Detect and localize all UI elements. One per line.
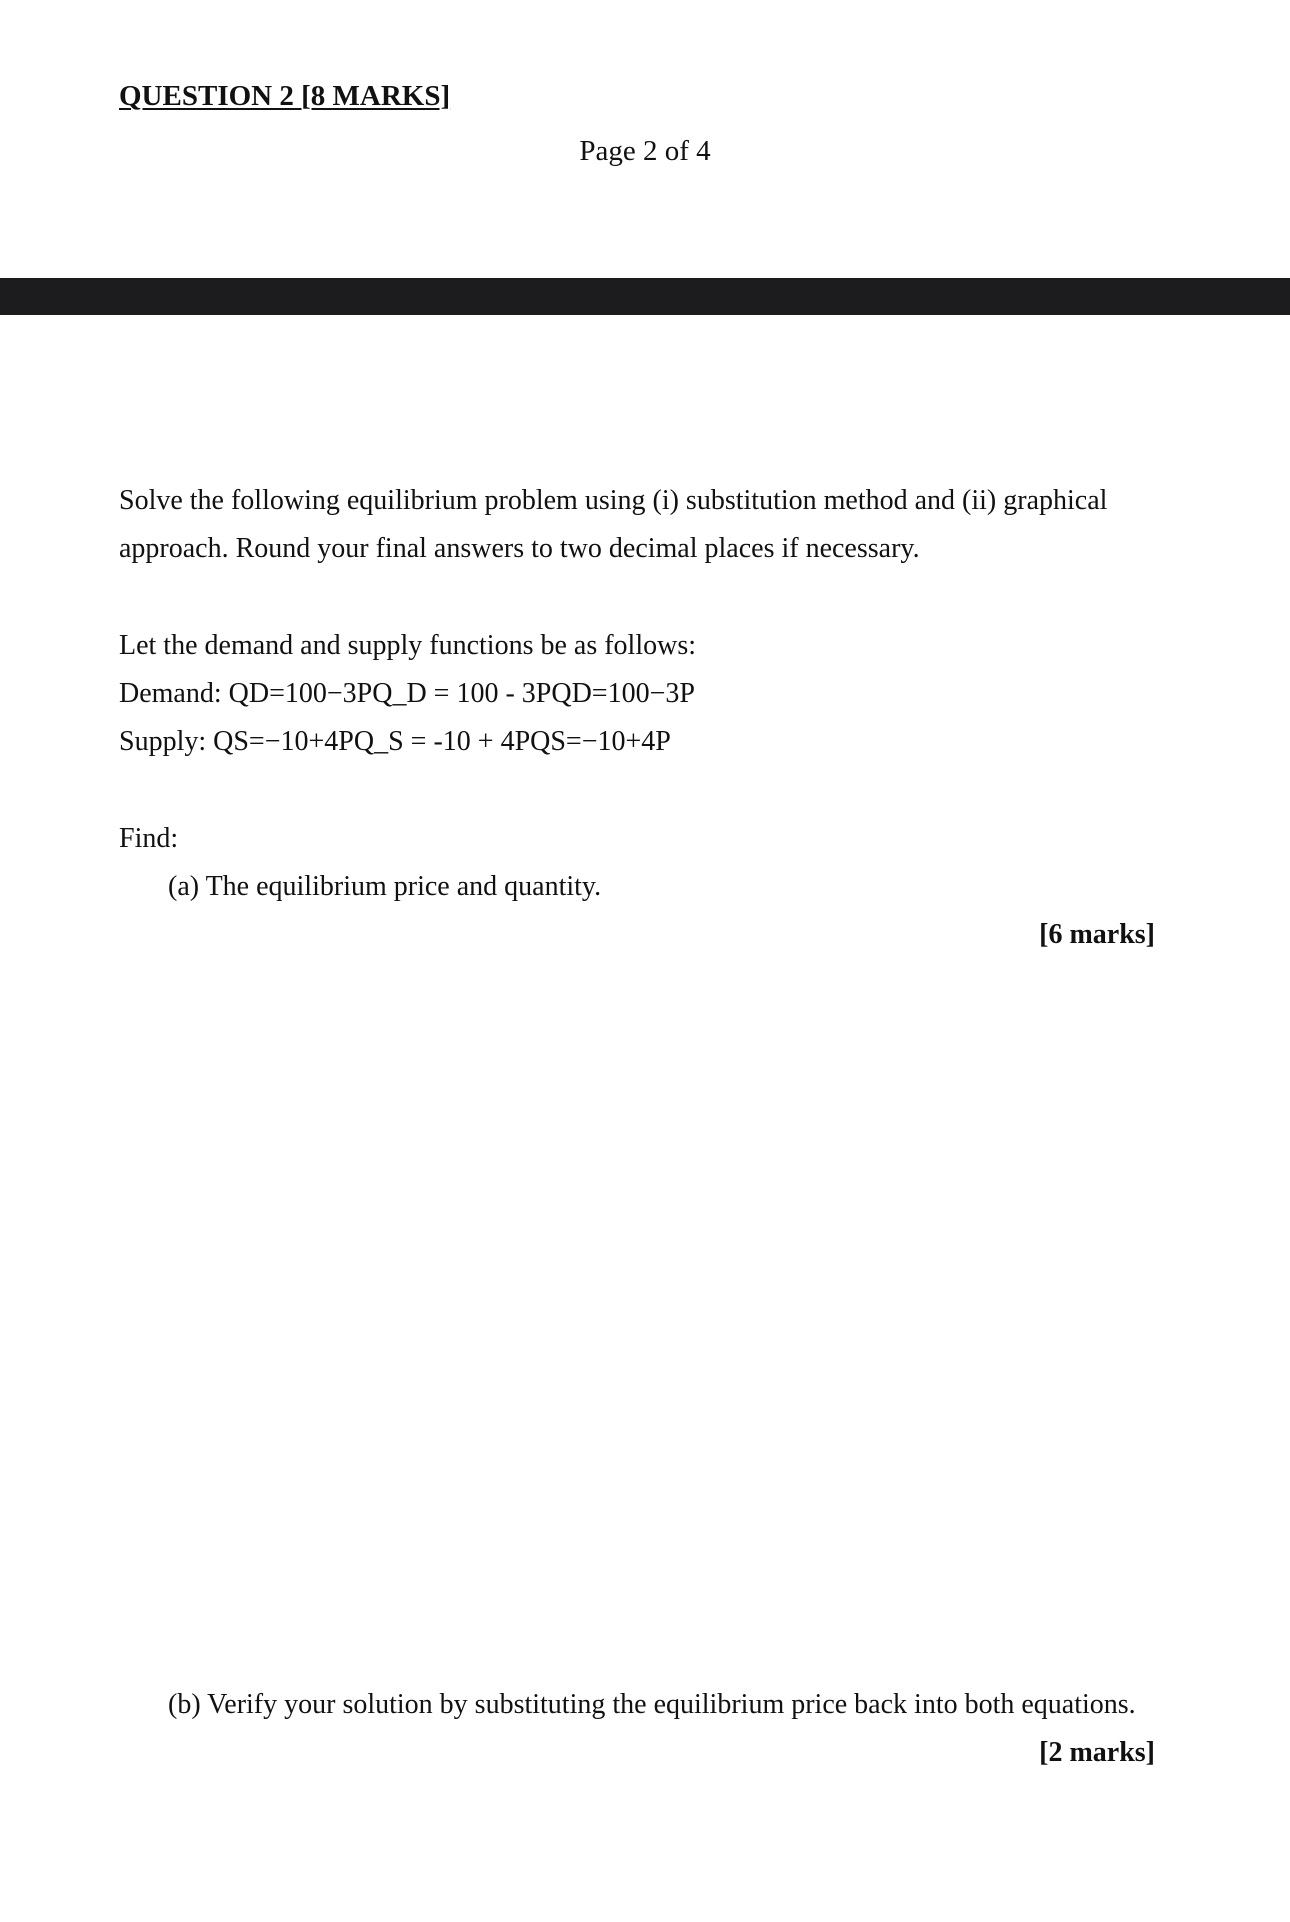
page-indicator: Page 2 of 4 — [579, 135, 711, 167]
supply-function: Supply: QS=−10+4PQ_S = -10 + 4PQS=−10+4P — [119, 726, 671, 757]
functions-intro: Let the demand and supply functions be as follows: — [119, 630, 696, 661]
black-divider-bar — [0, 278, 1290, 315]
demand-function: Demand: QD=100−3PQ_D = 100 - 3PQD=100−3P — [119, 678, 695, 709]
part-a-marks: [6 marks] — [1039, 919, 1155, 950]
question-heading: QUESTION 2 [8 MARKS] — [119, 80, 451, 112]
find-label: Find: — [119, 823, 179, 854]
part-a-question: (a) The equilibrium price and quantity. — [168, 871, 602, 902]
part-b-marks: [2 marks] — [1039, 1737, 1155, 1768]
instruction-line-2: approach. Round your final answers to two decimal places if necessary. — [119, 533, 920, 564]
instruction-line-1: Solve the following equilibrium problem using (i) substitution method and (ii) graphical — [119, 485, 1108, 516]
part-b-question: (b) Verify your solution by substituting the equilibrium price back into both equations. — [168, 1689, 1136, 1720]
